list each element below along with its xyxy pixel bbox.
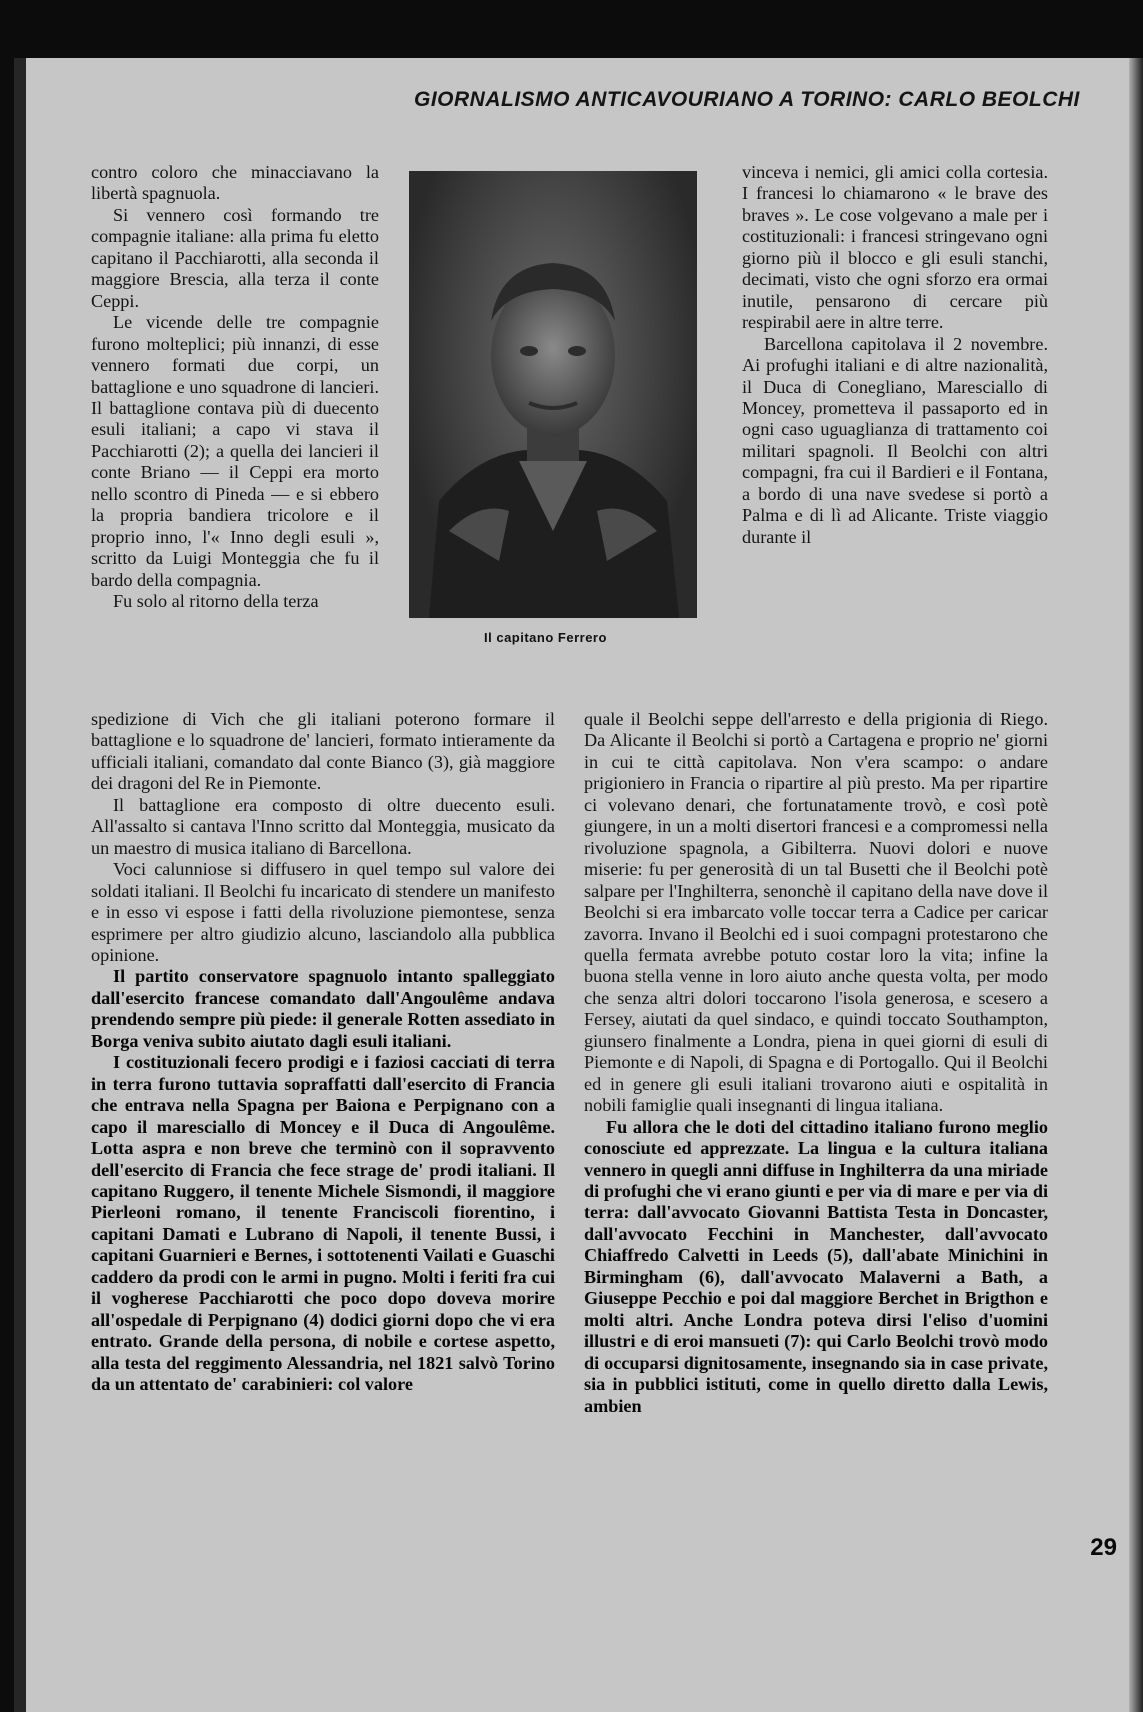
paragraph: I costituzionali fecero prodigi e i faziosi cacciati di terra in terra furono tuttavia sopraffatti dall'esercito di Francia che entrava nella Spagna per Baiona e Perpignano con a capo il maresciallo di Moncey e il Duca di Angoulême. Lotta aspra e non breve che terminò con il sopravvento dell'esercito di Francia che fece strage de' prodi italiani. Il capitano Ruggero, il tenente Michele Sismondi, il maggiore Pierleoni romano, il tenente Franciscoli fiorentino, i capitani Damati e Lubrano di Napoli, il tenente Bussi, i capitani Guarnieri e Bernes, i sottotenenti Vailati e Guaschi caddero da prodi con le armi in pugno. Molti i feriti fra cui il vogherese Pacchiarotti che poco dopo doveva morire all'ospedale di Perpignano (4) dodici giorni dopo che vi era entrato. Grande della persona, di nobile e cortese aspetto, alla testa del reggimento Alessandria, nel 1821 salvò Torino da un attentato de' carabinieri: col valore — [91, 1052, 555, 1395]
left-column-top — [91, 162, 379, 613]
paragraph: Il battaglione era composto di oltre duecento esuli. All'assalto si cantava l'Inno scritto dal Monteggia, musicato da un maestro di musica italiano di Barcellona. — [91, 794, 555, 858]
right-column-bottom — [584, 709, 1048, 1417]
paragraph: Fu solo al ritorno della terza — [113, 591, 319, 612]
running-header: GIORNALISMO ANTICAVOURIANO A TORINO: CARLO BEOLCHI — [414, 88, 1080, 111]
paragraph: Il partito conservatore spagnuolo intanto spalleggiato dall'esercito francese comandato dall'Angoulême andava prendendo sempre più piede: il generale Rotten assediato in Borga veniva subito aiutato dagli esuli italiani. — [91, 966, 555, 1051]
page-number: 29 — [1090, 1534, 1117, 1561]
paragraph: Le vicende delle tre compagnie furono molteplici; più innanzi, di esse vennero formati due corpi, un battaglione e uno squadrone di lancieri. Il battaglione contava più di duecento esuli italiani; a capo vi stava il Pacchiarotti (2); a quella dei lancieri il conte Briano — il Ceppi era morto nello scontro di Pineda — e si ebbero la propria bandiera tricolore e il proprio inno, l'« Inno degli esuli », scritto da Luigi Monteggia che fu il bardo della compagnia. — [91, 312, 379, 590]
portrait-caption: Il capitano Ferrero — [484, 630, 607, 645]
left-column-bottom — [91, 709, 555, 1396]
scanned-page — [14, 58, 1143, 1712]
paragraph: contro coloro che minacciavano la libertà spagnuola. — [91, 162, 379, 204]
paragraph: spedizione di Vich che gli italiani poterono formare il battaglione e lo squadrone de' lancieri, formato intieramente da ufficiali italiani, comandato dal conte Bianco (3), già maggiore dei dragoni del Re in Piemonte. — [91, 709, 555, 794]
portrait-drawing — [409, 171, 697, 618]
paragraph: Si vennero così formando tre compagnie italiane: alla prima fu eletto capitano il Pacchiarotti, alla seconda il maggiore Brescia, alla terza il conte Ceppi. — [91, 204, 379, 311]
paragraph: Barcellona capitolava il 2 novembre. Ai profughi italiani e di altre nazionalità, il Duca di Conegliano, Maresciallo di Moncey, prometteva il passaporto ed in ogni caso uguaglianza di trattamento coi militari spagnoli. Il Beolchi con altri compagni, fra cui il Bardieri e il Fontana, a bordo di una nave svedese si portò a Palma e di lì ad Alicante. Triste viaggio durante il — [742, 333, 1048, 547]
paragraph: Voci calunniose si diffusero in quel tempo sul valore dei soldati italiani. Il Beolchi fu incaricato di stendere un manifesto e in esso vi espose i fatti della rivoluzione piemontese, senza esprimere per altro giudizio alcuno, lasciandolo alla pubblica opinione. — [91, 859, 555, 965]
paragraph: Fu allora che le doti del cittadino italiano furono meglio conosciute ed apprezzate. La lingua e la cultura italiana vennero in quegli anni diffuse in Inghilterra da una miriade di profughi che vi erano giunti e per via di mare e per via di terra: dall'avvocato Giovanni Battista Testa in Doncaster, dall'avvocato Fecchini in Manchester, dall'avvocato Chiaffredo Calvetti in Leeds (5), dall'abate Minichini in Birmingham (6), dall'avvocato Malaverni a Bath, a Giuseppe Pecchio e poi dal maggiore Berchet in Brigthon e molti altri. Anche Londra poteva dirsi l'eliso d'uomini illustri e di eroi mansueti (7): qui Carlo Beolchi trovò modo di occuparsi dignitosamente, insegnando sia in case private, sia in pubblici istituti, come in quello diretto dalla Lewis, ambien — [584, 1116, 1048, 1416]
right-column-top — [742, 162, 1048, 548]
paragraph: quale il Beolchi seppe dell'arresto e della prigionia di Riego. Da Alicante il Beolchi si portò a Cartagena e proprio ne' giorni in cui te città capitolava. Non v'era scampo: o andare prigioniero in Francia o ripartire al più presto. Ma per ripartire ci volevano denari, che fortunatamente trovò, e così potè giungere, in un a molti disertori francesi e a compromessi nella rivoluzione spagnola, a Gibilterra. Nuovi dolori e nuove miserie: fu per generosità di un tal Busetti che il Beolchi potè salpare per l'Inghilterra, senonchè il capitano della nave dove il Beolchi si era imbarcato volle toccar terra a Cadice per caricar zavorra. Invano il Beolchi ed i suoi compagni protestarono che quella fermata avrebbe potuto costar loro la vita; infine la buona stella venne in loro aiuto anche questa volta, per modo che senza altri dolori toccarono l'isola generosa, e scesero a Fersey, aiutati da quel sindaco, e quindi toccato Southampton, giunsero finalmente a Londra, piena in quei giorni di esuli di Piemonte e di Napoli, di Spagna e di Portogallo. Qui il Beolchi ed in genere gli esuli italiani trovarono aiuti e ospitalità in nobili famiglie quali insegnanti di lingua italiana. — [584, 709, 1048, 1116]
portrait-photo — [409, 171, 697, 618]
paragraph: vinceva i nemici, gli amici colla cortesia. I francesi lo chiamarono « le brave des braves ». Le cose volgevano a male per i costituzionali: i francesi stringevano ogni giorno più il blocco e gli esuli stanchi, decimati, visto che ogni sforzo era ormai inutile, pensarono di cercare più respirabil aere in altre terre. — [742, 162, 1048, 333]
